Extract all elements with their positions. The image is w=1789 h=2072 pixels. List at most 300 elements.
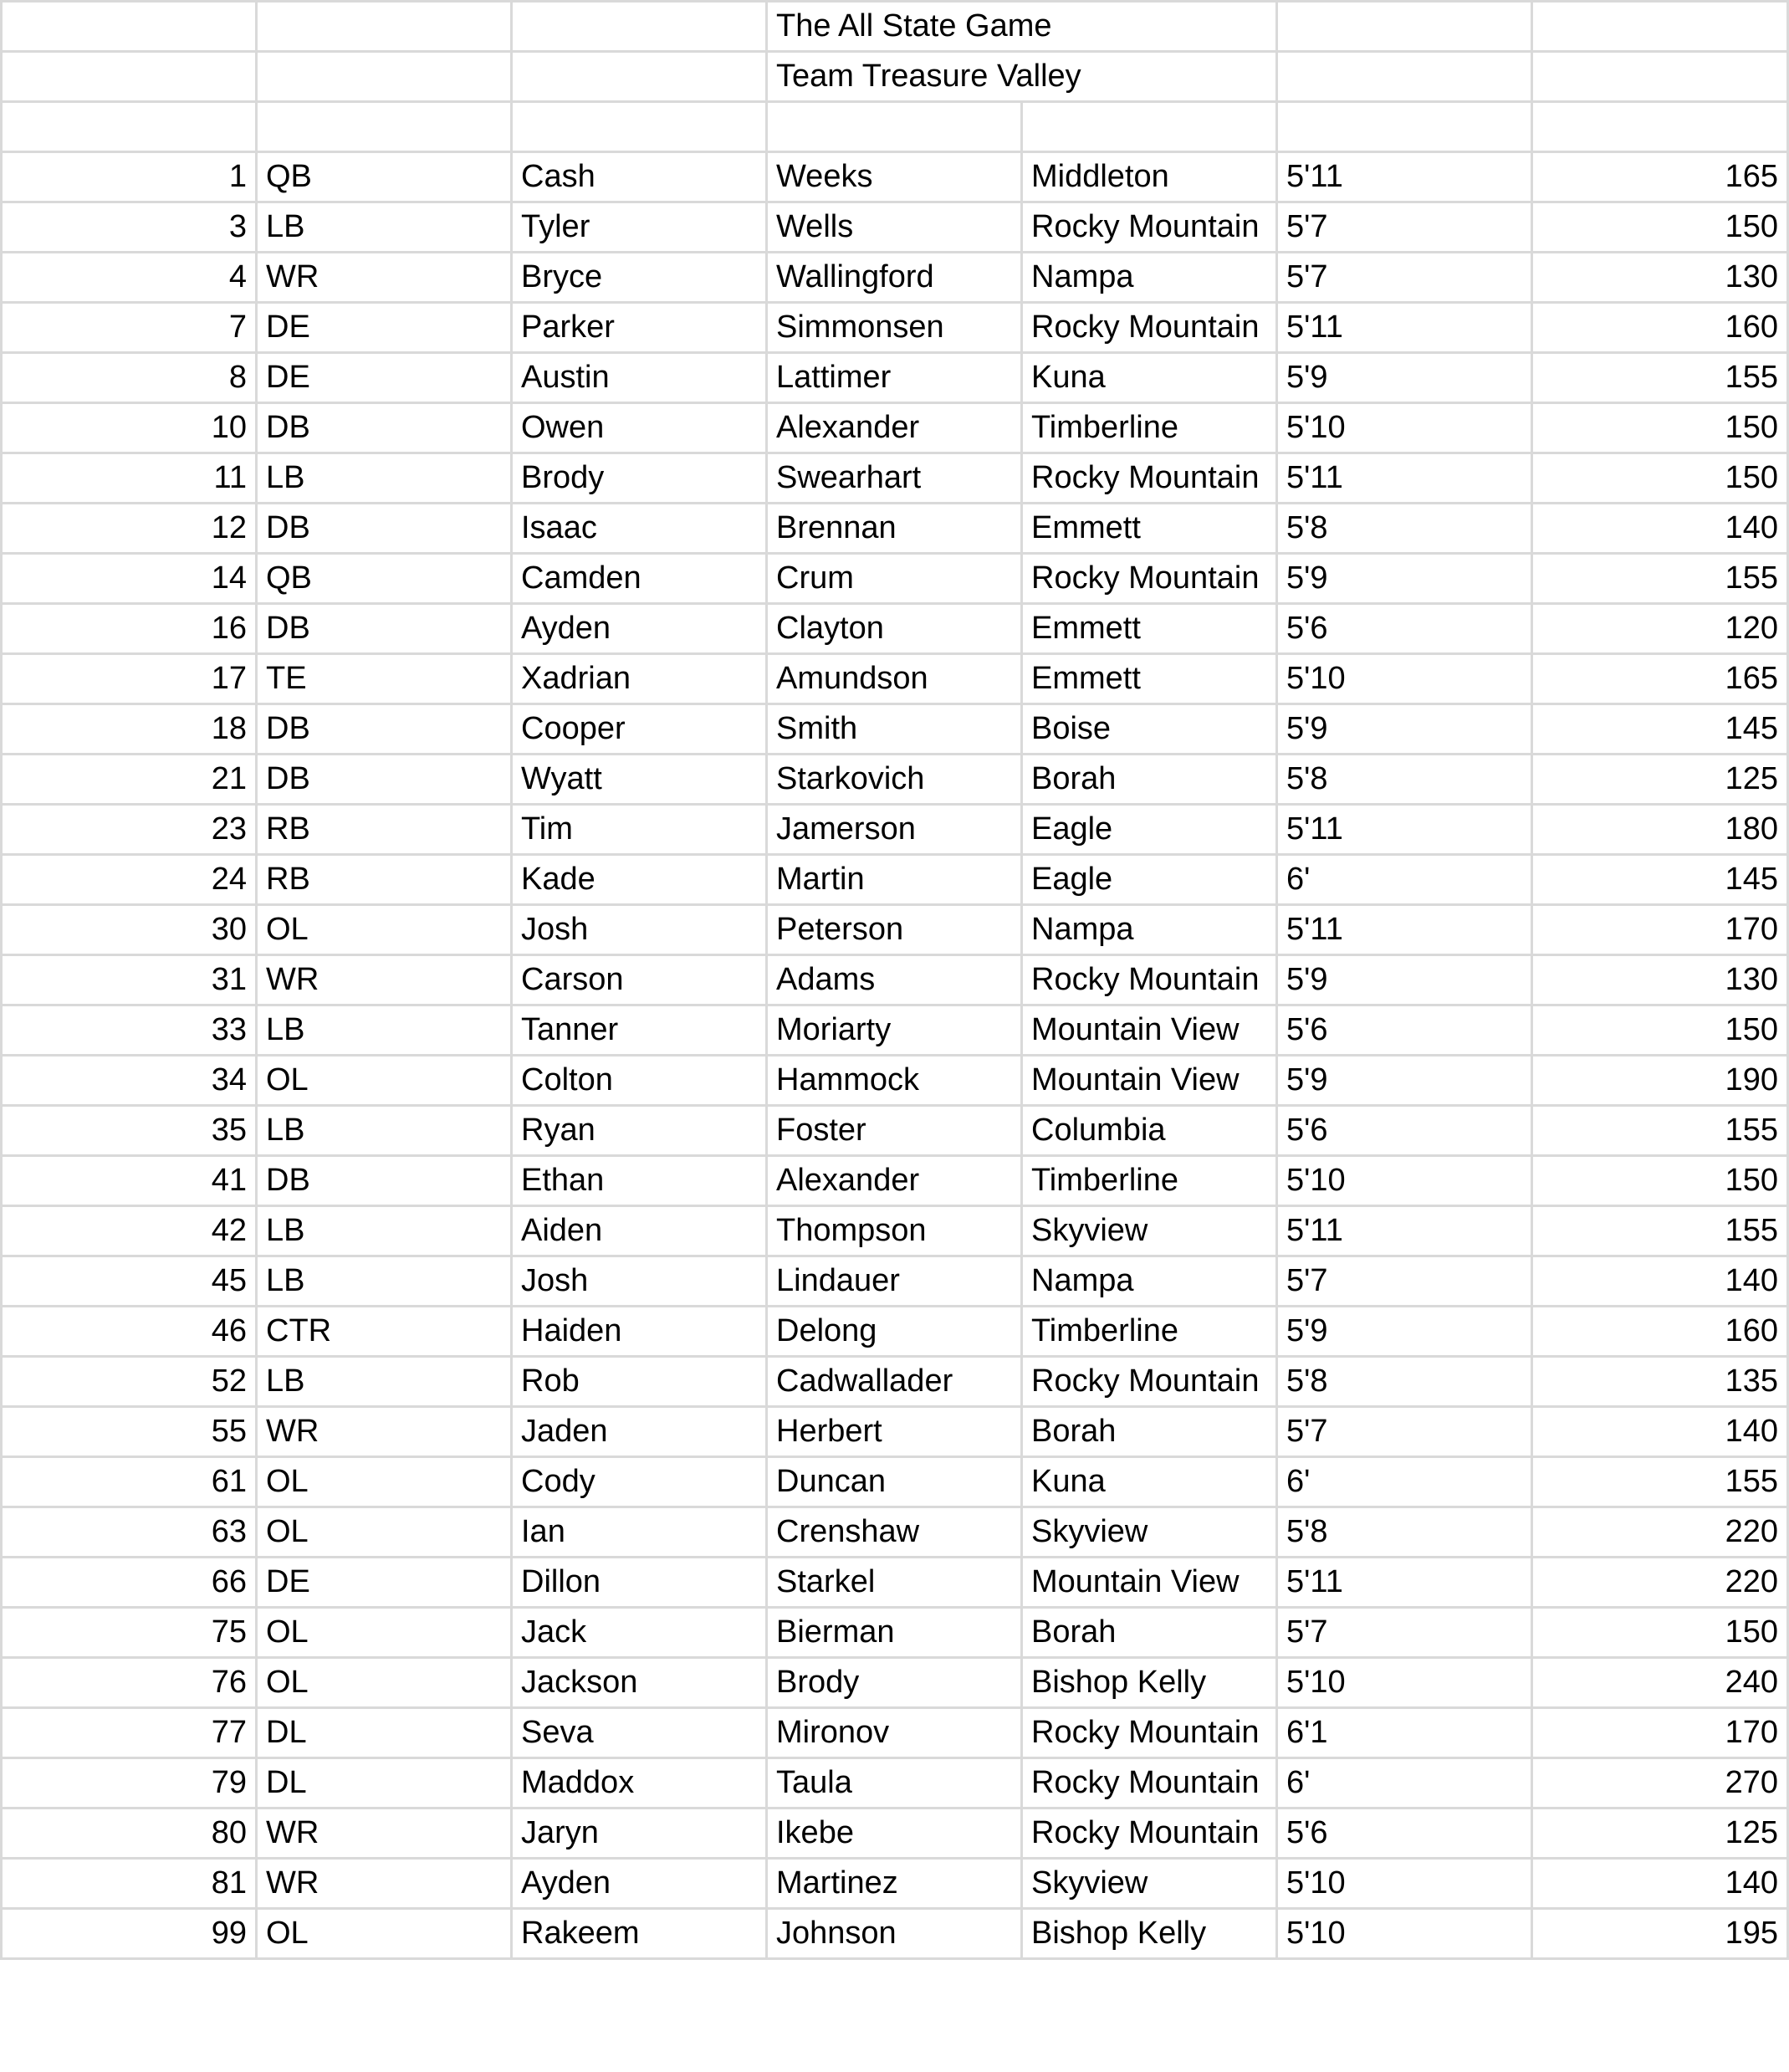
jersey-number-cell[interactable]: 52 xyxy=(2,1357,257,1407)
cell[interactable] xyxy=(2,2,257,52)
table-row xyxy=(2,152,1788,202)
jersey-number-cell[interactable]: 21 xyxy=(2,755,257,805)
last-name-cell[interactable]: Brennan xyxy=(767,504,1022,554)
weight-cell[interactable]: 150 xyxy=(1532,1156,1788,1206)
last-name-cell[interactable]: Amundson xyxy=(767,654,1022,704)
position-cell[interactable]: WR xyxy=(257,1859,512,1909)
weight-cell[interactable]: 160 xyxy=(1532,1307,1788,1357)
height-cell[interactable]: 5'10 xyxy=(1277,654,1532,704)
position-cell[interactable]: OL xyxy=(257,1658,512,1708)
height-cell[interactable]: 5'7 xyxy=(1277,253,1532,303)
first-name-cell[interactable]: Owen xyxy=(512,403,767,453)
table-row xyxy=(2,353,1788,403)
school-cell[interactable]: Mountain View xyxy=(1022,1056,1277,1106)
height-cell[interactable]: 5'9 xyxy=(1277,554,1532,604)
jersey-number-cell[interactable]: 4 xyxy=(2,253,257,303)
weight-cell[interactable]: 270 xyxy=(1532,1758,1788,1809)
position-cell[interactable]: TE xyxy=(257,654,512,704)
jersey-number-cell[interactable]: 46 xyxy=(2,1307,257,1357)
sheet-title[interactable]: The All State Game xyxy=(767,2,1277,52)
position-cell[interactable]: LB xyxy=(257,453,512,504)
weight-cell[interactable]: 145 xyxy=(1532,704,1788,755)
position-cell[interactable]: DB xyxy=(257,755,512,805)
jersey-number-cell[interactable]: 63 xyxy=(2,1507,257,1558)
cell[interactable] xyxy=(1532,2,1788,52)
last-name-cell[interactable]: Brody xyxy=(767,1658,1022,1708)
height-cell[interactable]: 5'7 xyxy=(1277,1256,1532,1307)
height-cell[interactable]: 5'11 xyxy=(1277,453,1532,504)
table-row xyxy=(2,1156,1788,1206)
first-name-cell[interactable]: Tanner xyxy=(512,1005,767,1056)
jersey-number-cell[interactable]: 10 xyxy=(2,403,257,453)
first-name-cell[interactable]: Dillon xyxy=(512,1558,767,1608)
jersey-number-cell[interactable]: 42 xyxy=(2,1206,257,1256)
position-cell[interactable]: OL xyxy=(257,1608,512,1658)
first-name-cell[interactable]: Parker xyxy=(512,303,767,353)
last-name-cell[interactable]: Simmonsen xyxy=(767,303,1022,353)
jersey-number-cell[interactable]: 61 xyxy=(2,1457,257,1507)
last-name-cell[interactable]: Martin xyxy=(767,855,1022,905)
first-name-cell[interactable]: Colton xyxy=(512,1056,767,1106)
school-cell[interactable]: Emmett xyxy=(1022,654,1277,704)
school-cell[interactable]: Kuna xyxy=(1022,1457,1277,1507)
first-name-cell[interactable]: Tyler xyxy=(512,202,767,253)
school-cell[interactable]: Rocky Mountain xyxy=(1022,303,1277,353)
position-cell[interactable]: LB xyxy=(257,1206,512,1256)
jersey-number-cell[interactable]: 34 xyxy=(2,1056,257,1106)
school-cell[interactable]: Rocky Mountain xyxy=(1022,1708,1277,1758)
school-cell[interactable]: Nampa xyxy=(1022,253,1277,303)
first-name-cell[interactable]: Isaac xyxy=(512,504,767,554)
last-name-cell[interactable]: Lindauer xyxy=(767,1256,1022,1307)
table-row xyxy=(2,1608,1788,1658)
weight-cell[interactable]: 155 xyxy=(1532,554,1788,604)
weight-cell[interactable]: 135 xyxy=(1532,1357,1788,1407)
first-name-cell[interactable]: Ethan xyxy=(512,1156,767,1206)
height-cell[interactable]: 5'11 xyxy=(1277,1206,1532,1256)
height-cell[interactable]: 5'6 xyxy=(1277,1106,1532,1156)
position-cell[interactable]: DE xyxy=(257,303,512,353)
weight-cell[interactable]: 240 xyxy=(1532,1658,1788,1708)
sheet-subtitle[interactable]: Team Treasure Valley xyxy=(767,52,1277,102)
table-row xyxy=(2,755,1788,805)
position-cell[interactable]: CTR xyxy=(257,1307,512,1357)
height-cell[interactable]: 5'8 xyxy=(1277,755,1532,805)
last-name-cell[interactable]: Cadwallader xyxy=(767,1357,1022,1407)
jersey-number-cell[interactable]: 17 xyxy=(2,654,257,704)
jersey-number-cell[interactable]: 1 xyxy=(2,152,257,202)
height-cell[interactable]: 5'10 xyxy=(1277,1658,1532,1708)
last-name-cell[interactable]: Peterson xyxy=(767,905,1022,955)
first-name-cell[interactable]: Wyatt xyxy=(512,755,767,805)
position-cell[interactable]: WR xyxy=(257,955,512,1005)
jersey-number-cell[interactable]: 30 xyxy=(2,905,257,955)
jersey-number-cell[interactable]: 75 xyxy=(2,1608,257,1658)
height-cell[interactable]: 5'7 xyxy=(1277,1407,1532,1457)
school-cell[interactable]: Boise xyxy=(1022,704,1277,755)
height-cell[interactable]: 6' xyxy=(1277,1457,1532,1507)
cell[interactable] xyxy=(1277,102,1532,152)
position-cell[interactable]: RB xyxy=(257,855,512,905)
jersey-number-cell[interactable]: 12 xyxy=(2,504,257,554)
cell[interactable] xyxy=(257,52,512,102)
school-cell[interactable]: Rocky Mountain xyxy=(1022,1758,1277,1809)
first-name-cell[interactable]: Rob xyxy=(512,1357,767,1407)
last-name-cell[interactable]: Johnson xyxy=(767,1909,1022,1959)
school-cell[interactable]: Emmett xyxy=(1022,604,1277,654)
jersey-number-cell[interactable]: 31 xyxy=(2,955,257,1005)
last-name-cell[interactable]: Mironov xyxy=(767,1708,1022,1758)
cell[interactable] xyxy=(1277,2,1532,52)
weight-cell[interactable]: 145 xyxy=(1532,855,1788,905)
position-cell[interactable]: DE xyxy=(257,353,512,403)
last-name-cell[interactable]: Adams xyxy=(767,955,1022,1005)
table-row xyxy=(2,1106,1788,1156)
height-cell[interactable]: 5'8 xyxy=(1277,1357,1532,1407)
first-name-cell[interactable]: Seva xyxy=(512,1708,767,1758)
height-cell[interactable]: 5'6 xyxy=(1277,604,1532,654)
first-name-cell[interactable]: Josh xyxy=(512,905,767,955)
jersey-number-cell[interactable]: 35 xyxy=(2,1106,257,1156)
first-name-cell[interactable]: Camden xyxy=(512,554,767,604)
position-cell[interactable]: OL xyxy=(257,1056,512,1106)
position-cell[interactable]: OL xyxy=(257,1507,512,1558)
table-row xyxy=(2,1457,1788,1507)
last-name-cell[interactable]: Herbert xyxy=(767,1407,1022,1457)
weight-cell[interactable]: 155 xyxy=(1532,1457,1788,1507)
school-cell[interactable]: Skyview xyxy=(1022,1859,1277,1909)
weight-cell[interactable]: 125 xyxy=(1532,755,1788,805)
first-name-cell[interactable]: Jack xyxy=(512,1608,767,1658)
first-name-cell[interactable]: Aiden xyxy=(512,1206,767,1256)
table-row xyxy=(2,453,1788,504)
cell[interactable] xyxy=(1532,52,1788,102)
table-row xyxy=(2,855,1788,905)
first-name-cell[interactable]: Ryan xyxy=(512,1106,767,1156)
weight-cell[interactable]: 125 xyxy=(1532,1809,1788,1859)
table-row xyxy=(2,1307,1788,1357)
school-cell[interactable]: Mountain View xyxy=(1022,1558,1277,1608)
height-cell[interactable]: 5'9 xyxy=(1277,1056,1532,1106)
first-name-cell[interactable]: Ian xyxy=(512,1507,767,1558)
position-cell[interactable]: DE xyxy=(257,1558,512,1608)
school-cell[interactable]: Eagle xyxy=(1022,805,1277,855)
position-cell[interactable]: LB xyxy=(257,1357,512,1407)
position-cell[interactable]: RB xyxy=(257,805,512,855)
school-cell[interactable]: Mountain View xyxy=(1022,1005,1277,1056)
position-cell[interactable]: LB xyxy=(257,1005,512,1056)
position-cell[interactable]: LB xyxy=(257,1106,512,1156)
jersey-number-cell[interactable]: 55 xyxy=(2,1407,257,1457)
position-cell[interactable]: WR xyxy=(257,253,512,303)
position-cell[interactable]: DB xyxy=(257,504,512,554)
last-name-cell[interactable]: Jamerson xyxy=(767,805,1022,855)
last-name-cell[interactable]: Thompson xyxy=(767,1206,1022,1256)
height-cell[interactable]: 5'7 xyxy=(1277,1608,1532,1658)
last-name-cell[interactable]: Alexander xyxy=(767,403,1022,453)
school-cell[interactable]: Eagle xyxy=(1022,855,1277,905)
cell[interactable] xyxy=(2,52,257,102)
last-name-cell[interactable]: Smith xyxy=(767,704,1022,755)
first-name-cell[interactable]: Jaden xyxy=(512,1407,767,1457)
jersey-number-cell[interactable]: 81 xyxy=(2,1859,257,1909)
school-cell[interactable]: Rocky Mountain xyxy=(1022,554,1277,604)
table-row xyxy=(2,805,1788,855)
table-row xyxy=(2,1558,1788,1608)
height-cell[interactable]: 5'11 xyxy=(1277,1558,1532,1608)
weight-cell[interactable]: 140 xyxy=(1532,1256,1788,1307)
weight-cell[interactable]: 120 xyxy=(1532,604,1788,654)
position-cell[interactable]: DL xyxy=(257,1708,512,1758)
height-cell[interactable]: 5'6 xyxy=(1277,1809,1532,1859)
first-name-cell[interactable]: Ayden xyxy=(512,1859,767,1909)
weight-cell[interactable]: 140 xyxy=(1532,1407,1788,1457)
table-row xyxy=(2,1809,1788,1859)
jersey-number-cell[interactable]: 99 xyxy=(2,1909,257,1959)
school-cell[interactable]: Rocky Mountain xyxy=(1022,202,1277,253)
first-name-cell[interactable]: Kade xyxy=(512,855,767,905)
school-cell[interactable]: Borah xyxy=(1022,1407,1277,1457)
weight-cell[interactable]: 140 xyxy=(1532,504,1788,554)
cell[interactable] xyxy=(512,52,767,102)
weight-cell[interactable]: 180 xyxy=(1532,805,1788,855)
height-cell[interactable]: 6'1 xyxy=(1277,1708,1532,1758)
jersey-number-cell[interactable]: 77 xyxy=(2,1708,257,1758)
last-name-cell[interactable]: Hammock xyxy=(767,1056,1022,1106)
last-name-cell[interactable]: Wells xyxy=(767,202,1022,253)
table-row xyxy=(2,955,1788,1005)
position-cell[interactable]: OL xyxy=(257,1909,512,1959)
first-name-cell[interactable]: Maddox xyxy=(512,1758,767,1809)
height-cell[interactable]: 5'11 xyxy=(1277,805,1532,855)
height-cell[interactable]: 5'8 xyxy=(1277,1507,1532,1558)
cell[interactable] xyxy=(2,102,257,152)
height-cell[interactable]: 6' xyxy=(1277,1758,1532,1809)
table-row xyxy=(2,654,1788,704)
cell[interactable] xyxy=(1277,52,1532,102)
table-row xyxy=(2,504,1788,554)
jersey-number-cell[interactable]: 3 xyxy=(2,202,257,253)
first-name-cell[interactable]: Austin xyxy=(512,353,767,403)
last-name-cell[interactable]: Swearhart xyxy=(767,453,1022,504)
height-cell[interactable]: 5'11 xyxy=(1277,905,1532,955)
jersey-number-cell[interactable]: 18 xyxy=(2,704,257,755)
cell[interactable] xyxy=(1532,102,1788,152)
first-name-cell[interactable]: Jackson xyxy=(512,1658,767,1708)
school-cell[interactable]: Rocky Mountain xyxy=(1022,1357,1277,1407)
school-cell[interactable]: Borah xyxy=(1022,755,1277,805)
school-cell[interactable]: Bishop Kelly xyxy=(1022,1909,1277,1959)
school-cell[interactable]: Rocky Mountain xyxy=(1022,955,1277,1005)
weight-cell[interactable]: 130 xyxy=(1532,955,1788,1005)
table-row xyxy=(2,1005,1788,1056)
position-cell[interactable]: DB xyxy=(257,1156,512,1206)
height-cell[interactable]: 5'10 xyxy=(1277,1859,1532,1909)
school-cell[interactable]: Timberline xyxy=(1022,1156,1277,1206)
cell[interactable] xyxy=(512,2,767,52)
school-cell[interactable]: Columbia xyxy=(1022,1106,1277,1156)
jersey-number-cell[interactable]: 24 xyxy=(2,855,257,905)
school-cell[interactable]: Nampa xyxy=(1022,905,1277,955)
last-name-cell[interactable]: Martinez xyxy=(767,1859,1022,1909)
jersey-number-cell[interactable]: 14 xyxy=(2,554,257,604)
school-cell[interactable]: Rocky Mountain xyxy=(1022,453,1277,504)
last-name-cell[interactable]: Bierman xyxy=(767,1608,1022,1658)
height-cell[interactable]: 5'9 xyxy=(1277,955,1532,1005)
jersey-number-cell[interactable]: 66 xyxy=(2,1558,257,1608)
jersey-number-cell[interactable]: 16 xyxy=(2,604,257,654)
last-name-cell[interactable]: Lattimer xyxy=(767,353,1022,403)
school-cell[interactable]: Skyview xyxy=(1022,1507,1277,1558)
weight-cell[interactable]: 150 xyxy=(1532,202,1788,253)
weight-cell[interactable]: 130 xyxy=(1532,253,1788,303)
school-cell[interactable]: Borah xyxy=(1022,1608,1277,1658)
weight-cell[interactable]: 160 xyxy=(1532,303,1788,353)
school-cell[interactable]: Kuna xyxy=(1022,353,1277,403)
weight-cell[interactable]: 140 xyxy=(1532,1859,1788,1909)
weight-cell[interactable]: 155 xyxy=(1532,1206,1788,1256)
height-cell[interactable]: 5'11 xyxy=(1277,152,1532,202)
position-cell[interactable]: DL xyxy=(257,1758,512,1809)
cell[interactable] xyxy=(767,102,1022,152)
school-cell[interactable]: Rocky Mountain xyxy=(1022,1809,1277,1859)
position-cell[interactable]: DB xyxy=(257,604,512,654)
school-cell[interactable]: Skyview xyxy=(1022,1206,1277,1256)
height-cell[interactable]: 5'10 xyxy=(1277,1909,1532,1959)
first-name-cell[interactable]: Cooper xyxy=(512,704,767,755)
table-row xyxy=(2,554,1788,604)
height-cell[interactable]: 5'9 xyxy=(1277,704,1532,755)
position-cell[interactable]: WR xyxy=(257,1809,512,1859)
first-name-cell[interactable]: Bryce xyxy=(512,253,767,303)
jersey-number-cell[interactable]: 7 xyxy=(2,303,257,353)
weight-cell[interactable]: 150 xyxy=(1532,403,1788,453)
table-row xyxy=(2,1256,1788,1307)
weight-cell[interactable]: 170 xyxy=(1532,1708,1788,1758)
last-name-cell[interactable]: Crenshaw xyxy=(767,1507,1022,1558)
position-cell[interactable]: LB xyxy=(257,202,512,253)
last-name-cell[interactable]: Ikebe xyxy=(767,1809,1022,1859)
first-name-cell[interactable]: Josh xyxy=(512,1256,767,1307)
last-name-cell[interactable]: Taula xyxy=(767,1758,1022,1809)
position-cell[interactable]: DB xyxy=(257,704,512,755)
school-cell[interactable]: Emmett xyxy=(1022,504,1277,554)
position-cell[interactable]: QB xyxy=(257,152,512,202)
jersey-number-cell[interactable]: 41 xyxy=(2,1156,257,1206)
weight-cell[interactable]: 155 xyxy=(1532,1106,1788,1156)
position-cell[interactable]: WR xyxy=(257,1407,512,1457)
school-cell[interactable]: Timberline xyxy=(1022,1307,1277,1357)
table-row xyxy=(2,303,1788,353)
jersey-number-cell[interactable]: 11 xyxy=(2,453,257,504)
first-name-cell[interactable]: Haiden xyxy=(512,1307,767,1357)
table-row xyxy=(2,1407,1788,1457)
weight-cell[interactable]: 220 xyxy=(1532,1558,1788,1608)
height-cell[interactable]: 6' xyxy=(1277,855,1532,905)
weight-cell[interactable]: 155 xyxy=(1532,353,1788,403)
position-cell[interactable]: DB xyxy=(257,403,512,453)
height-cell[interactable]: 5'11 xyxy=(1277,303,1532,353)
position-cell[interactable]: OL xyxy=(257,1457,512,1507)
cell[interactable] xyxy=(257,2,512,52)
table-row xyxy=(2,704,1788,755)
jersey-number-cell[interactable]: 79 xyxy=(2,1758,257,1809)
height-cell[interactable]: 5'10 xyxy=(1277,403,1532,453)
table-row xyxy=(2,1507,1788,1558)
table-row xyxy=(2,1357,1788,1407)
last-name-cell[interactable]: Crum xyxy=(767,554,1022,604)
first-name-cell[interactable]: Carson xyxy=(512,955,767,1005)
last-name-cell[interactable]: Wallingford xyxy=(767,253,1022,303)
last-name-cell[interactable]: Alexander xyxy=(767,1156,1022,1206)
weight-cell[interactable]: 150 xyxy=(1532,1005,1788,1056)
cell[interactable] xyxy=(512,102,767,152)
school-cell[interactable]: Middleton xyxy=(1022,152,1277,202)
jersey-number-cell[interactable]: 23 xyxy=(2,805,257,855)
jersey-number-cell[interactable]: 45 xyxy=(2,1256,257,1307)
first-name-cell[interactable]: Ayden xyxy=(512,604,767,654)
table-row xyxy=(2,253,1788,303)
last-name-cell[interactable]: Delong xyxy=(767,1307,1022,1357)
weight-cell[interactable]: 170 xyxy=(1532,905,1788,955)
last-name-cell[interactable]: Starkel xyxy=(767,1558,1022,1608)
position-cell[interactable]: QB xyxy=(257,554,512,604)
table-row xyxy=(2,604,1788,654)
weight-cell[interactable]: 150 xyxy=(1532,1608,1788,1658)
height-cell[interactable]: 5'6 xyxy=(1277,1005,1532,1056)
weight-cell[interactable]: 190 xyxy=(1532,1056,1788,1106)
first-name-cell[interactable]: Cash xyxy=(512,152,767,202)
first-name-cell[interactable]: Brody xyxy=(512,453,767,504)
first-name-cell[interactable]: Xadrian xyxy=(512,654,767,704)
weight-cell[interactable]: 165 xyxy=(1532,654,1788,704)
jersey-number-cell[interactable]: 76 xyxy=(2,1658,257,1708)
school-cell[interactable]: Bishop Kelly xyxy=(1022,1658,1277,1708)
height-cell[interactable]: 5'10 xyxy=(1277,1156,1532,1206)
height-cell[interactable]: 5'9 xyxy=(1277,1307,1532,1357)
table-row xyxy=(2,1708,1788,1758)
first-name-cell[interactable]: Cody xyxy=(512,1457,767,1507)
last-name-cell[interactable]: Clayton xyxy=(767,604,1022,654)
first-name-cell[interactable]: Jaryn xyxy=(512,1809,767,1859)
last-name-cell[interactable]: Starkovich xyxy=(767,755,1022,805)
jersey-number-cell[interactable]: 80 xyxy=(2,1809,257,1859)
jersey-number-cell[interactable]: 8 xyxy=(2,353,257,403)
position-cell[interactable]: LB xyxy=(257,1256,512,1307)
weight-cell[interactable]: 195 xyxy=(1532,1909,1788,1959)
school-cell[interactable]: Nampa xyxy=(1022,1256,1277,1307)
height-cell[interactable]: 5'7 xyxy=(1277,202,1532,253)
weight-cell[interactable]: 220 xyxy=(1532,1507,1788,1558)
last-name-cell[interactable]: Moriarty xyxy=(767,1005,1022,1056)
height-cell[interactable]: 5'9 xyxy=(1277,353,1532,403)
last-name-cell[interactable]: Foster xyxy=(767,1106,1022,1156)
table-row xyxy=(2,202,1788,253)
weight-cell[interactable]: 165 xyxy=(1532,152,1788,202)
height-cell[interactable]: 5'8 xyxy=(1277,504,1532,554)
table-row xyxy=(2,1758,1788,1809)
weight-cell[interactable]: 150 xyxy=(1532,453,1788,504)
cell[interactable] xyxy=(257,102,512,152)
last-name-cell[interactable]: Weeks xyxy=(767,152,1022,202)
school-cell[interactable]: Timberline xyxy=(1022,403,1277,453)
jersey-number-cell[interactable]: 33 xyxy=(2,1005,257,1056)
last-name-cell[interactable]: Duncan xyxy=(767,1457,1022,1507)
first-name-cell[interactable]: Tim xyxy=(512,805,767,855)
cell[interactable] xyxy=(1022,102,1277,152)
position-cell[interactable]: OL xyxy=(257,905,512,955)
first-name-cell[interactable]: Rakeem xyxy=(512,1909,767,1959)
